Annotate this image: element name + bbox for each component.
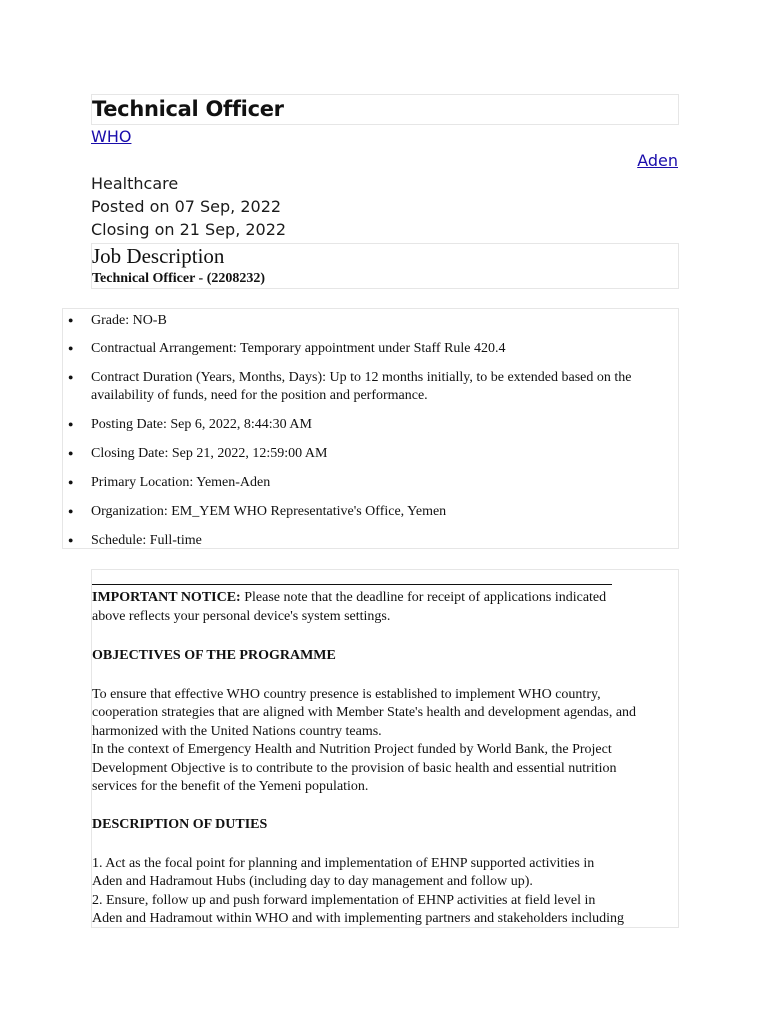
objectives-line: harmonized with the United Nations country teams. (92, 724, 382, 739)
objectives-line: In the context of Emergency Health and Nutrition Project funded by World Bank, the Project (92, 742, 612, 757)
bullet-icon: ● (68, 477, 74, 487)
duties-heading: DESCRIPTION OF DUTIES (92, 817, 268, 832)
bullet-icon: ● (68, 535, 74, 545)
job-category: Healthcare (91, 174, 179, 193)
job-facts-list (62, 308, 679, 549)
objectives-line: To ensure that effective WHO country presence is established to implement WHO country, (92, 687, 601, 702)
bullet-icon: ● (68, 448, 74, 458)
duties-line: 1. Act as the focal point for planning and implementation of EHNP supported activities in (92, 856, 595, 871)
duties-line: Aden and Hadramout within WHO and with implementing partners and stakeholders including (92, 911, 625, 926)
organization-link[interactable]: WHO (91, 127, 132, 146)
closing-date: Closing on 21 Sep, 2022 (91, 220, 287, 239)
notice-label: IMPORTANT NOTICE: (92, 590, 241, 605)
duties-line: 2. Ensure, follow up and push forward implementation of EHNP activities at field level in (92, 893, 596, 908)
job-description-heading: Job Description (92, 244, 225, 268)
job-details-body (91, 569, 679, 928)
list-item: ● Posting Date: Sep 6, 2022, 8:44:30 AM (68, 417, 312, 432)
posted-date: Posted on 07 Sep, 2022 (91, 197, 282, 216)
duties-line: Aden and Hadramout Hubs (including day to day management and follow up). (92, 874, 533, 889)
job-description-box (91, 243, 679, 289)
job-description-subheading: Technical Officer - (2208232) (92, 271, 266, 286)
bullet-icon: ● (68, 315, 74, 325)
job-title: Technical Officer (92, 97, 284, 121)
objectives-line: cooperation strategies that are aligned with Member State's health and development agendas, and (92, 705, 637, 720)
list-item: ● Schedule: Full-time (68, 533, 202, 548)
objectives-heading: OBJECTIVES OF THE PROGRAMME (92, 648, 336, 663)
list-item: ● Contract Duration (Years, Months, Days): Up to 12 months initially, to be extended based on the (68, 370, 632, 385)
bullet-icon: ● (68, 343, 74, 353)
bullet-icon: ● (68, 419, 74, 429)
bullet-icon: ● (68, 372, 74, 382)
bullet-icon: ● (68, 506, 74, 516)
objectives-line: Development Objective is to contribute to the provision of basic health and essential nutrition (92, 761, 617, 776)
notice-text: above reflects your personal device's system settings. (92, 609, 391, 624)
list-item: ● Primary Location: Yemen-Aden (68, 475, 271, 490)
important-notice: IMPORTANT NOTICE: Please note that the deadline for receipt of applications indicated (92, 590, 607, 605)
job-title-box (91, 94, 679, 125)
list-item: ● Grade: NO-B (68, 313, 167, 328)
list-item: ● Contractual Arrangement: Temporary appointment under Staff Rule 420.4 (68, 341, 506, 356)
list-item-continued: availability of funds, need for the position and performance. (91, 388, 428, 403)
list-item: ● Organization: EM_YEM WHO Representative's Office, Yemen (68, 504, 447, 519)
list-item: ● Closing Date: Sep 21, 2022, 12:59:00 AM (68, 446, 328, 461)
objectives-line: services for the benefit of the Yemeni population. (92, 779, 369, 794)
location-link[interactable]: Aden (637, 151, 678, 170)
divider (92, 584, 612, 585)
